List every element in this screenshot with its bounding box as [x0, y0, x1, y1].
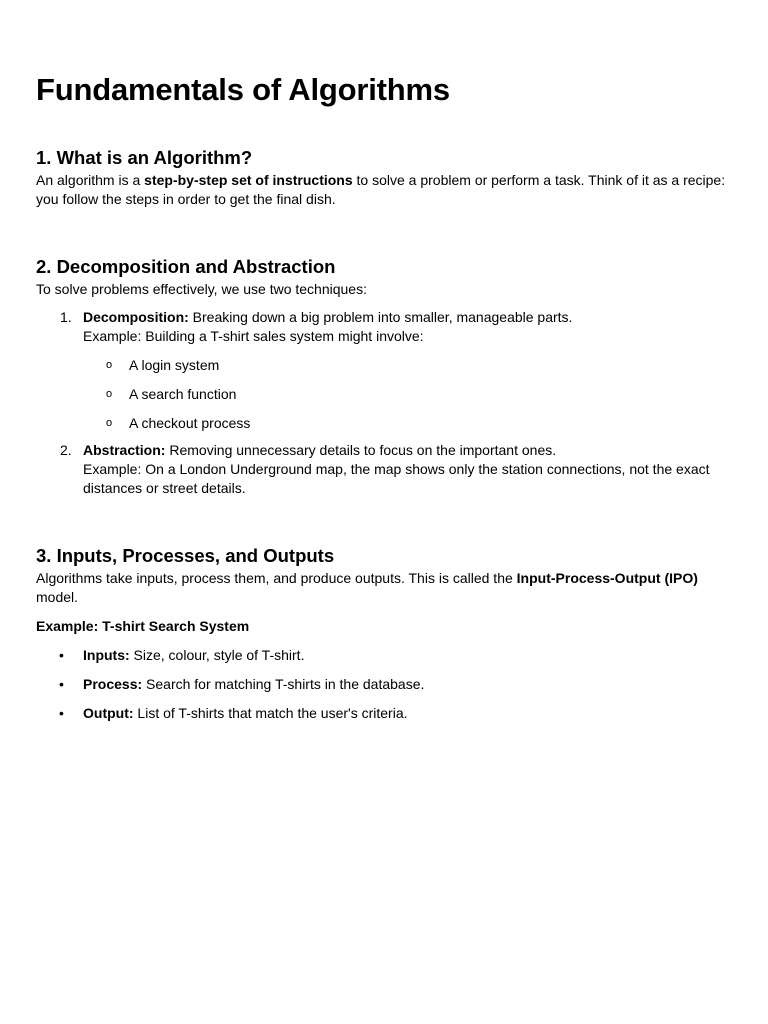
ipo-description: Search for matching T-shirts in the database.	[142, 676, 425, 692]
technique-term: Decomposition:	[83, 309, 189, 325]
techniques-list	[36, 308, 732, 498]
ipo-item-inputs	[59, 646, 732, 665]
ipo-description: List of T-shirts that match the user's criteria.	[133, 705, 408, 721]
bullet-icon: •	[59, 705, 64, 721]
list-number: 2.	[60, 442, 72, 458]
section-1-text-end: to solve a problem or perform a task. Think of it as a recipe: you follow the steps in order to get the final dish.	[36, 172, 726, 207]
technique-item-abstraction	[60, 441, 732, 498]
ipo-description: Size, colour, style of T-shirt.	[129, 647, 305, 663]
technique-description: Removing unnecessary details to focus on the important ones.	[165, 442, 557, 458]
technique-example: Example: Building a T-shirt sales system might involve:	[83, 328, 424, 344]
section-1-heading: 1. What is an Algorithm?	[36, 147, 253, 168]
ipo-term: Process:	[83, 676, 143, 692]
sublist-item	[106, 356, 732, 375]
section-2-heading: 2. Decomposition and Abstraction	[36, 256, 336, 277]
technique-example: Example: On a London Underground map, the map shows only the station connections, not the exact distances or street details.	[83, 461, 710, 496]
sublist-item-text: A search function	[129, 386, 237, 402]
decomposition-sublist	[83, 356, 732, 433]
section-3-text-start: Algorithms take inputs, process them, and produce outputs. This is called the	[36, 570, 517, 586]
bullet-icon: •	[59, 647, 64, 663]
ipo-list	[36, 646, 732, 723]
technique-term: Abstraction:	[83, 442, 166, 458]
section-1-bold-phrase: step-by-step set of instructions	[144, 172, 353, 188]
circle-bullet-icon: o	[106, 417, 113, 429]
section-3-paragraph	[36, 569, 732, 607]
ipo-term: Inputs:	[83, 647, 130, 663]
section-3-bold-phrase: Input-Process-Output (IPO)	[516, 570, 698, 586]
section-1-text-start: An algorithm is a	[36, 172, 145, 188]
sublist-item	[106, 385, 732, 404]
circle-bullet-icon: o	[106, 359, 113, 371]
list-number: 1.	[60, 309, 72, 325]
circle-bullet-icon: o	[106, 388, 113, 400]
example-heading: Example: T-shirt Search System	[36, 618, 250, 634]
ipo-item-process	[59, 675, 732, 694]
section-2-intro: To solve problems effectively, we use two techniques:	[36, 281, 367, 297]
section-1-paragraph	[36, 171, 732, 209]
ipo-term: Output:	[83, 705, 134, 721]
document-title: Fundamentals of Algorithms	[36, 72, 450, 107]
section-3-text-end: model.	[36, 589, 79, 605]
sublist-item-text: A login system	[129, 357, 220, 373]
section-3-heading: 3. Inputs, Processes, and Outputs	[36, 545, 335, 566]
bullet-icon: •	[59, 676, 64, 692]
sublist-item-text: A checkout process	[129, 415, 251, 431]
sublist-item	[106, 414, 732, 433]
technique-description: Breaking down a big problem into smaller, manageable parts.	[188, 309, 573, 325]
technique-item-decomposition	[60, 308, 732, 433]
ipo-item-output	[59, 704, 732, 723]
